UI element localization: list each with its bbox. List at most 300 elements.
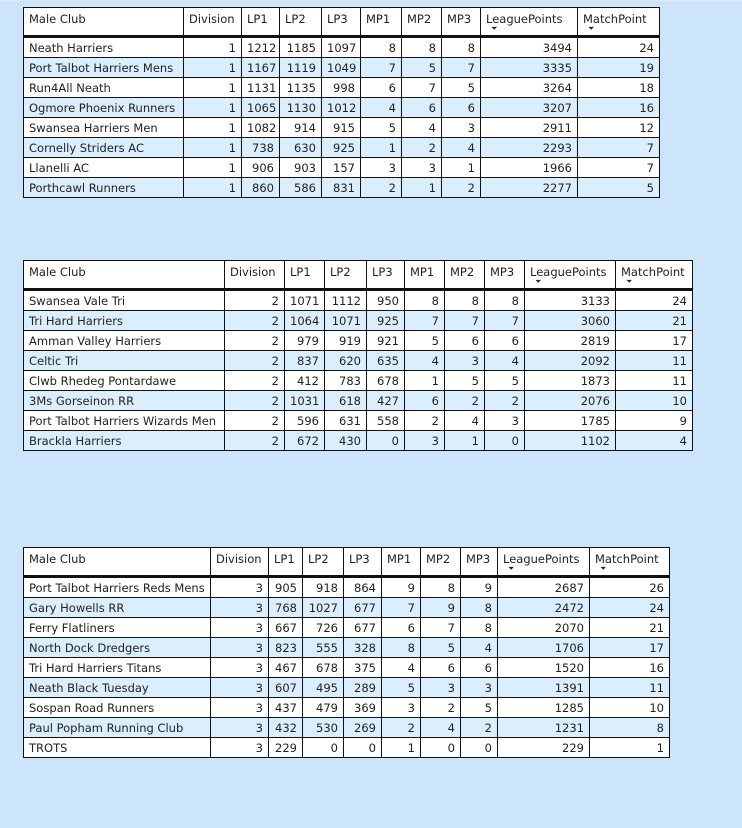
column-header-label: Male Club	[29, 12, 86, 26]
cell-leaguepoints: 1285	[498, 698, 590, 718]
cell-mp2: 4	[421, 718, 461, 738]
club-name-cell: Tri Hard Harriers	[24, 311, 225, 331]
cell-mp2: 2	[445, 391, 485, 411]
cell-lp3: 1097	[322, 37, 361, 58]
cell-leaguepoints: 3133	[525, 290, 616, 311]
division-1-table	[23, 7, 660, 198]
header-row	[24, 261, 693, 290]
table-row[interactable]	[24, 577, 670, 598]
column-header-mp3[interactable]	[461, 548, 498, 577]
cell-lp1: 1082	[242, 118, 280, 138]
table-row[interactable]	[24, 698, 670, 718]
cell-mp1: 7	[382, 598, 421, 618]
club-name-cell: Sospan Road Runners	[24, 698, 211, 718]
cell-lp1: 229	[269, 738, 303, 758]
cell-leaguepoints: 2070	[498, 618, 590, 638]
cell-division: 1	[184, 158, 242, 178]
cell-mp3: 0	[461, 738, 498, 758]
cell-matchpoint: 10	[590, 698, 670, 718]
cell-mp1: 2	[382, 718, 421, 738]
cell-mp1: 1	[405, 371, 445, 391]
cell-matchpoint: 11	[616, 371, 693, 391]
column-header-mp2[interactable]	[402, 8, 442, 37]
cell-mp1: 9	[382, 577, 421, 598]
cell-mp1: 8	[382, 638, 421, 658]
cell-mp1: 5	[361, 118, 402, 138]
club-name-cell: Neath Black Tuesday	[24, 678, 211, 698]
cell-lp1: 437	[269, 698, 303, 718]
cell-lp2: 783	[325, 371, 367, 391]
table-row[interactable]	[24, 431, 693, 451]
column-header-label: MP3	[466, 552, 491, 566]
cell-mp3: 2	[442, 178, 481, 198]
column-header-mp2[interactable]	[421, 548, 461, 577]
cell-lp1: 1064	[285, 311, 325, 331]
cell-lp2: 919	[325, 331, 367, 351]
cell-mp2: 7	[421, 618, 461, 638]
cell-leaguepoints: 1706	[498, 638, 590, 658]
cell-mp3: 5	[485, 371, 525, 391]
cell-division: 1	[184, 78, 242, 98]
cell-mp3: 3	[442, 118, 481, 138]
cell-mp2: 7	[445, 311, 485, 331]
cell-mp3: 7	[442, 58, 481, 78]
cell-mp2: 5	[421, 638, 461, 658]
cell-mp2: 2	[402, 138, 442, 158]
cell-division: 3	[211, 678, 269, 698]
cell-lp3: 864	[344, 577, 382, 598]
cell-division: 3	[211, 618, 269, 638]
cell-division: 2	[225, 331, 285, 351]
column-header-label: MP1	[387, 552, 412, 566]
table-row[interactable]	[24, 678, 670, 698]
cell-division: 2	[225, 371, 285, 391]
cell-mp1: 8	[405, 290, 445, 311]
cell-lp2: 620	[325, 351, 367, 371]
cell-leaguepoints: 2076	[525, 391, 616, 411]
cell-lp1: 979	[285, 331, 325, 351]
cell-lp2: 479	[303, 698, 344, 718]
cell-matchpoint: 19	[578, 58, 660, 78]
column-header-mp1[interactable]	[382, 548, 421, 577]
cell-matchpoint: 12	[578, 118, 660, 138]
cell-matchpoint: 24	[616, 290, 693, 311]
club-name-cell: Cornelly Striders AC	[24, 138, 184, 158]
cell-lp2: 631	[325, 411, 367, 431]
cell-mp1: 7	[405, 311, 445, 331]
cell-lp1: 1031	[285, 391, 325, 411]
cell-mp1: 5	[382, 678, 421, 698]
cell-division: 3	[211, 738, 269, 758]
column-header-mp2[interactable]	[445, 261, 485, 290]
column-header-mp1[interactable]	[361, 8, 402, 37]
cell-matchpoint: 8	[590, 718, 670, 738]
sort-descending-icon[interactable]: ⏷	[588, 24, 595, 33]
table-row[interactable]	[24, 598, 670, 618]
cell-leaguepoints: 1102	[525, 431, 616, 451]
cell-lp1: 1212	[242, 37, 280, 58]
cell-division: 2	[225, 431, 285, 451]
cell-leaguepoints: 2911	[481, 118, 578, 138]
cell-lp1: 1071	[285, 290, 325, 311]
column-header-division[interactable]	[211, 548, 269, 577]
cell-matchpoint: 17	[616, 331, 693, 351]
cell-lp1: 667	[269, 618, 303, 638]
column-header-leaguepoints[interactable]	[481, 8, 578, 37]
cell-leaguepoints: 2293	[481, 138, 578, 158]
cell-leaguepoints: 1231	[498, 718, 590, 738]
column-header-label: LP3	[327, 12, 348, 26]
cell-division: 3	[211, 638, 269, 658]
column-header-label: LP1	[247, 12, 268, 26]
cell-division: 3	[211, 698, 269, 718]
table-row[interactable]	[24, 138, 660, 158]
cell-lp3: 950	[367, 290, 405, 311]
cell-matchpoint: 16	[578, 98, 660, 118]
table-row[interactable]	[24, 618, 670, 638]
column-header-label: Male Club	[29, 552, 86, 566]
club-name-cell: Brackla Harriers	[24, 431, 225, 451]
window-top-border	[0, 0, 742, 1]
cell-division: 2	[225, 391, 285, 411]
cell-lp2: 726	[303, 618, 344, 638]
cell-mp3: 5	[442, 78, 481, 98]
cell-lp3: 831	[322, 178, 361, 198]
cell-mp1: 4	[361, 98, 402, 118]
cell-matchpoint: 16	[590, 658, 670, 678]
table-row[interactable]	[24, 98, 660, 118]
cell-leaguepoints: 1873	[525, 371, 616, 391]
cell-matchpoint: 4	[616, 431, 693, 451]
club-name-cell: Porthcawl Runners	[24, 178, 184, 198]
cell-mp1: 2	[361, 178, 402, 198]
column-header-label: Division	[216, 552, 262, 566]
cell-lp3: 1049	[322, 58, 361, 78]
sort-descending-icon[interactable]: ⏷	[600, 564, 607, 573]
cell-lp3: 369	[344, 698, 382, 718]
column-header-lp1[interactable]	[242, 8, 280, 37]
cell-lp3: 635	[367, 351, 405, 371]
column-header-label: Division	[189, 12, 235, 26]
cell-lp2: 1071	[325, 311, 367, 331]
cell-mp1: 6	[361, 78, 402, 98]
column-header-label: MP3	[447, 12, 472, 26]
table-row[interactable]	[24, 658, 670, 678]
cell-lp3: 269	[344, 718, 382, 738]
cell-matchpoint: 24	[590, 598, 670, 618]
cell-lp2: 918	[303, 577, 344, 598]
cell-mp3: 4	[442, 138, 481, 158]
column-header-mp1[interactable]	[405, 261, 445, 290]
cell-leaguepoints: 2092	[525, 351, 616, 371]
cell-lp3: 0	[344, 738, 382, 758]
cell-leaguepoints: 3207	[481, 98, 578, 118]
column-header-lp1[interactable]	[269, 548, 303, 577]
sort-descending-icon[interactable]: ⏷	[508, 564, 515, 573]
cell-lp3: 925	[322, 138, 361, 158]
cell-mp3: 1	[442, 158, 481, 178]
cell-lp3: 998	[322, 78, 361, 98]
cell-division: 2	[225, 351, 285, 371]
column-header-label: LP3	[349, 552, 370, 566]
cell-mp2: 3	[445, 351, 485, 371]
table-row[interactable]	[24, 58, 660, 78]
column-header-label: Division	[230, 265, 276, 279]
cell-lp2: 1130	[280, 98, 322, 118]
sort-descending-icon[interactable]: ⏷	[626, 277, 633, 286]
cell-leaguepoints: 1391	[498, 678, 590, 698]
cell-mp3: 3	[461, 678, 498, 698]
cell-lp3: 921	[367, 331, 405, 351]
cell-division: 2	[225, 311, 285, 331]
cell-lp3: 0	[367, 431, 405, 451]
cell-mp1: 3	[382, 698, 421, 718]
cell-leaguepoints: 1520	[498, 658, 590, 678]
column-header-label: MP2	[407, 12, 432, 26]
cell-leaguepoints: 1966	[481, 158, 578, 178]
cell-leaguepoints: 3264	[481, 78, 578, 98]
header-row	[24, 548, 670, 577]
table-row[interactable]	[24, 411, 693, 431]
cell-lp2: 1135	[280, 78, 322, 98]
club-name-cell: Ogmore Phoenix Runners	[24, 98, 184, 118]
cell-matchpoint: 7	[578, 158, 660, 178]
cell-lp1: 906	[242, 158, 280, 178]
cell-mp2: 8	[445, 290, 485, 311]
cell-division: 1	[184, 98, 242, 118]
column-header-male-club[interactable]	[24, 548, 211, 577]
cell-mp3: 4	[485, 351, 525, 371]
cell-lp1: 596	[285, 411, 325, 431]
cell-mp2: 4	[445, 411, 485, 431]
club-name-cell: North Dock Dredgers	[24, 638, 211, 658]
table-row[interactable]	[24, 37, 660, 58]
column-header-lp2[interactable]	[325, 261, 367, 290]
club-name-cell: Ferry Flatliners	[24, 618, 211, 638]
cell-division: 1	[184, 37, 242, 58]
cell-lp2: 495	[303, 678, 344, 698]
cell-mp1: 4	[382, 658, 421, 678]
column-header-label: LeaguePoints	[486, 12, 563, 26]
cell-matchpoint: 11	[616, 351, 693, 371]
column-header-mp3[interactable]	[485, 261, 525, 290]
cell-leaguepoints: 3060	[525, 311, 616, 331]
column-header-lp3[interactable]	[344, 548, 382, 577]
cell-division: 1	[184, 178, 242, 198]
column-header-label: LP2	[308, 552, 329, 566]
cell-mp1: 8	[361, 37, 402, 58]
cell-lp1: 432	[269, 718, 303, 738]
cell-mp3: 8	[461, 618, 498, 638]
club-name-cell: Swansea Vale Tri	[24, 290, 225, 311]
cell-division: 1	[184, 58, 242, 78]
table-row[interactable]	[24, 738, 670, 758]
header-row	[24, 8, 660, 37]
cell-lp3: 678	[367, 371, 405, 391]
column-header-label: MP3	[490, 265, 515, 279]
club-name-cell: 3Ms Gorseinon RR	[24, 391, 225, 411]
cell-lp2: 530	[303, 718, 344, 738]
cell-lp3: 375	[344, 658, 382, 678]
column-header-male-club[interactable]	[24, 261, 225, 290]
cell-lp2: 618	[325, 391, 367, 411]
cell-mp1: 2	[405, 411, 445, 431]
column-header-label: LP2	[330, 265, 351, 279]
club-name-cell: Gary Howells RR	[24, 598, 211, 618]
table-row[interactable]	[24, 371, 693, 391]
cell-leaguepoints: 2277	[481, 178, 578, 198]
column-header-lp3[interactable]	[367, 261, 405, 290]
table-row[interactable]	[24, 638, 670, 658]
cell-lp1: 412	[285, 371, 325, 391]
cell-lp3: 558	[367, 411, 405, 431]
column-header-male-club[interactable]	[24, 8, 184, 37]
cell-lp1: 823	[269, 638, 303, 658]
cell-lp3: 289	[344, 678, 382, 698]
cell-mp3: 6	[485, 331, 525, 351]
column-header-lp3[interactable]	[322, 8, 361, 37]
cell-mp3: 6	[442, 98, 481, 118]
cell-lp3: 915	[322, 118, 361, 138]
cell-mp3: 0	[485, 431, 525, 451]
cell-lp2: 430	[325, 431, 367, 451]
cell-division: 3	[211, 658, 269, 678]
sort-descending-icon[interactable]: ⏷	[535, 277, 542, 286]
cell-lp3: 427	[367, 391, 405, 411]
cell-lp1: 467	[269, 658, 303, 678]
column-header-matchpoint[interactable]	[616, 261, 693, 290]
club-name-cell: Celtic Tri	[24, 351, 225, 371]
cell-matchpoint: 17	[590, 638, 670, 658]
cell-lp1: 905	[269, 577, 303, 598]
column-header-lp1[interactable]	[285, 261, 325, 290]
cell-mp1: 4	[405, 351, 445, 371]
column-header-label: MP1	[410, 265, 435, 279]
table-row[interactable]	[24, 78, 660, 98]
column-header-label: LP3	[372, 265, 393, 279]
column-header-matchpoint[interactable]	[590, 548, 670, 577]
table-row[interactable]	[24, 718, 670, 738]
cell-lp1: 860	[242, 178, 280, 198]
column-header-leaguepoints[interactable]	[498, 548, 590, 577]
club-name-cell: TROTS	[24, 738, 211, 758]
sort-descending-icon[interactable]: ⏷	[491, 24, 498, 33]
table-row[interactable]	[24, 391, 693, 411]
table-row[interactable]	[24, 290, 693, 311]
club-name-cell: Amman Valley Harriers	[24, 331, 225, 351]
cell-lp1: 607	[269, 678, 303, 698]
cell-mp2: 6	[445, 331, 485, 351]
column-header-label: LP2	[285, 12, 306, 26]
cell-mp2: 0	[421, 738, 461, 758]
column-header-label: LP1	[290, 265, 311, 279]
cell-mp2: 1	[402, 178, 442, 198]
column-header-label: MP2	[450, 265, 475, 279]
cell-matchpoint: 7	[578, 138, 660, 158]
cell-division: 1	[184, 118, 242, 138]
cell-matchpoint: 5	[578, 178, 660, 198]
cell-division: 2	[225, 290, 285, 311]
cell-lp2: 586	[280, 178, 322, 198]
cell-leaguepoints: 2819	[525, 331, 616, 351]
column-header-lp2[interactable]	[303, 548, 344, 577]
cell-division: 3	[211, 577, 269, 598]
cell-mp3: 8	[485, 290, 525, 311]
cell-mp1: 5	[405, 331, 445, 351]
cell-matchpoint: 18	[578, 78, 660, 98]
cell-lp2: 1185	[280, 37, 322, 58]
column-header-leaguepoints[interactable]	[525, 261, 616, 290]
club-name-cell: Run4All Neath	[24, 78, 184, 98]
cell-lp1: 837	[285, 351, 325, 371]
cell-matchpoint: 24	[578, 37, 660, 58]
column-header-label: LP1	[274, 552, 295, 566]
column-header-label: MatchPoint	[621, 265, 685, 279]
table-row[interactable]	[24, 351, 693, 371]
cell-division: 2	[225, 411, 285, 431]
cell-lp3: 925	[367, 311, 405, 331]
cell-mp3: 2	[461, 718, 498, 738]
column-header-division[interactable]	[225, 261, 285, 290]
cell-mp2: 6	[402, 98, 442, 118]
cell-mp2: 8	[421, 577, 461, 598]
table-row[interactable]	[24, 118, 660, 138]
cell-matchpoint: 21	[616, 311, 693, 331]
cell-mp3: 9	[461, 577, 498, 598]
cell-mp3: 8	[442, 37, 481, 58]
cell-mp2: 3	[402, 158, 442, 178]
cell-lp2: 678	[303, 658, 344, 678]
table-row[interactable]	[24, 331, 693, 351]
club-name-cell: Clwb Rhedeg Pontardawe	[24, 371, 225, 391]
cell-leaguepoints: 2472	[498, 598, 590, 618]
cell-lp3: 328	[344, 638, 382, 658]
cell-mp3: 6	[461, 658, 498, 678]
cell-division: 3	[211, 718, 269, 738]
table-row[interactable]	[24, 158, 660, 178]
table-row[interactable]	[24, 178, 660, 198]
cell-leaguepoints: 1785	[525, 411, 616, 431]
cell-mp2: 9	[421, 598, 461, 618]
cell-lp3: 157	[322, 158, 361, 178]
column-header-division[interactable]	[184, 8, 242, 37]
cell-division: 1	[184, 138, 242, 158]
cell-lp3: 677	[344, 618, 382, 638]
cell-lp1: 1131	[242, 78, 280, 98]
cell-mp2: 8	[402, 37, 442, 58]
cell-lp1: 672	[285, 431, 325, 451]
column-header-lp2[interactable]	[280, 8, 322, 37]
cell-mp1: 3	[405, 431, 445, 451]
column-header-label: MP2	[426, 552, 451, 566]
column-header-mp3[interactable]	[442, 8, 481, 37]
table-row[interactable]	[24, 311, 693, 331]
cell-mp2: 4	[402, 118, 442, 138]
cell-mp3: 2	[485, 391, 525, 411]
division-2-table	[23, 260, 693, 451]
cell-lp1: 1065	[242, 98, 280, 118]
cell-lp2: 1112	[325, 290, 367, 311]
cell-mp1: 6	[382, 618, 421, 638]
cell-mp1: 7	[361, 58, 402, 78]
cell-matchpoint: 11	[590, 678, 670, 698]
club-name-cell: Port Talbot Harriers Wizards Men	[24, 411, 225, 431]
column-header-matchpoint[interactable]	[578, 8, 660, 37]
cell-lp2: 555	[303, 638, 344, 658]
cell-mp3: 5	[461, 698, 498, 718]
cell-mp3: 3	[485, 411, 525, 431]
cell-leaguepoints: 3335	[481, 58, 578, 78]
